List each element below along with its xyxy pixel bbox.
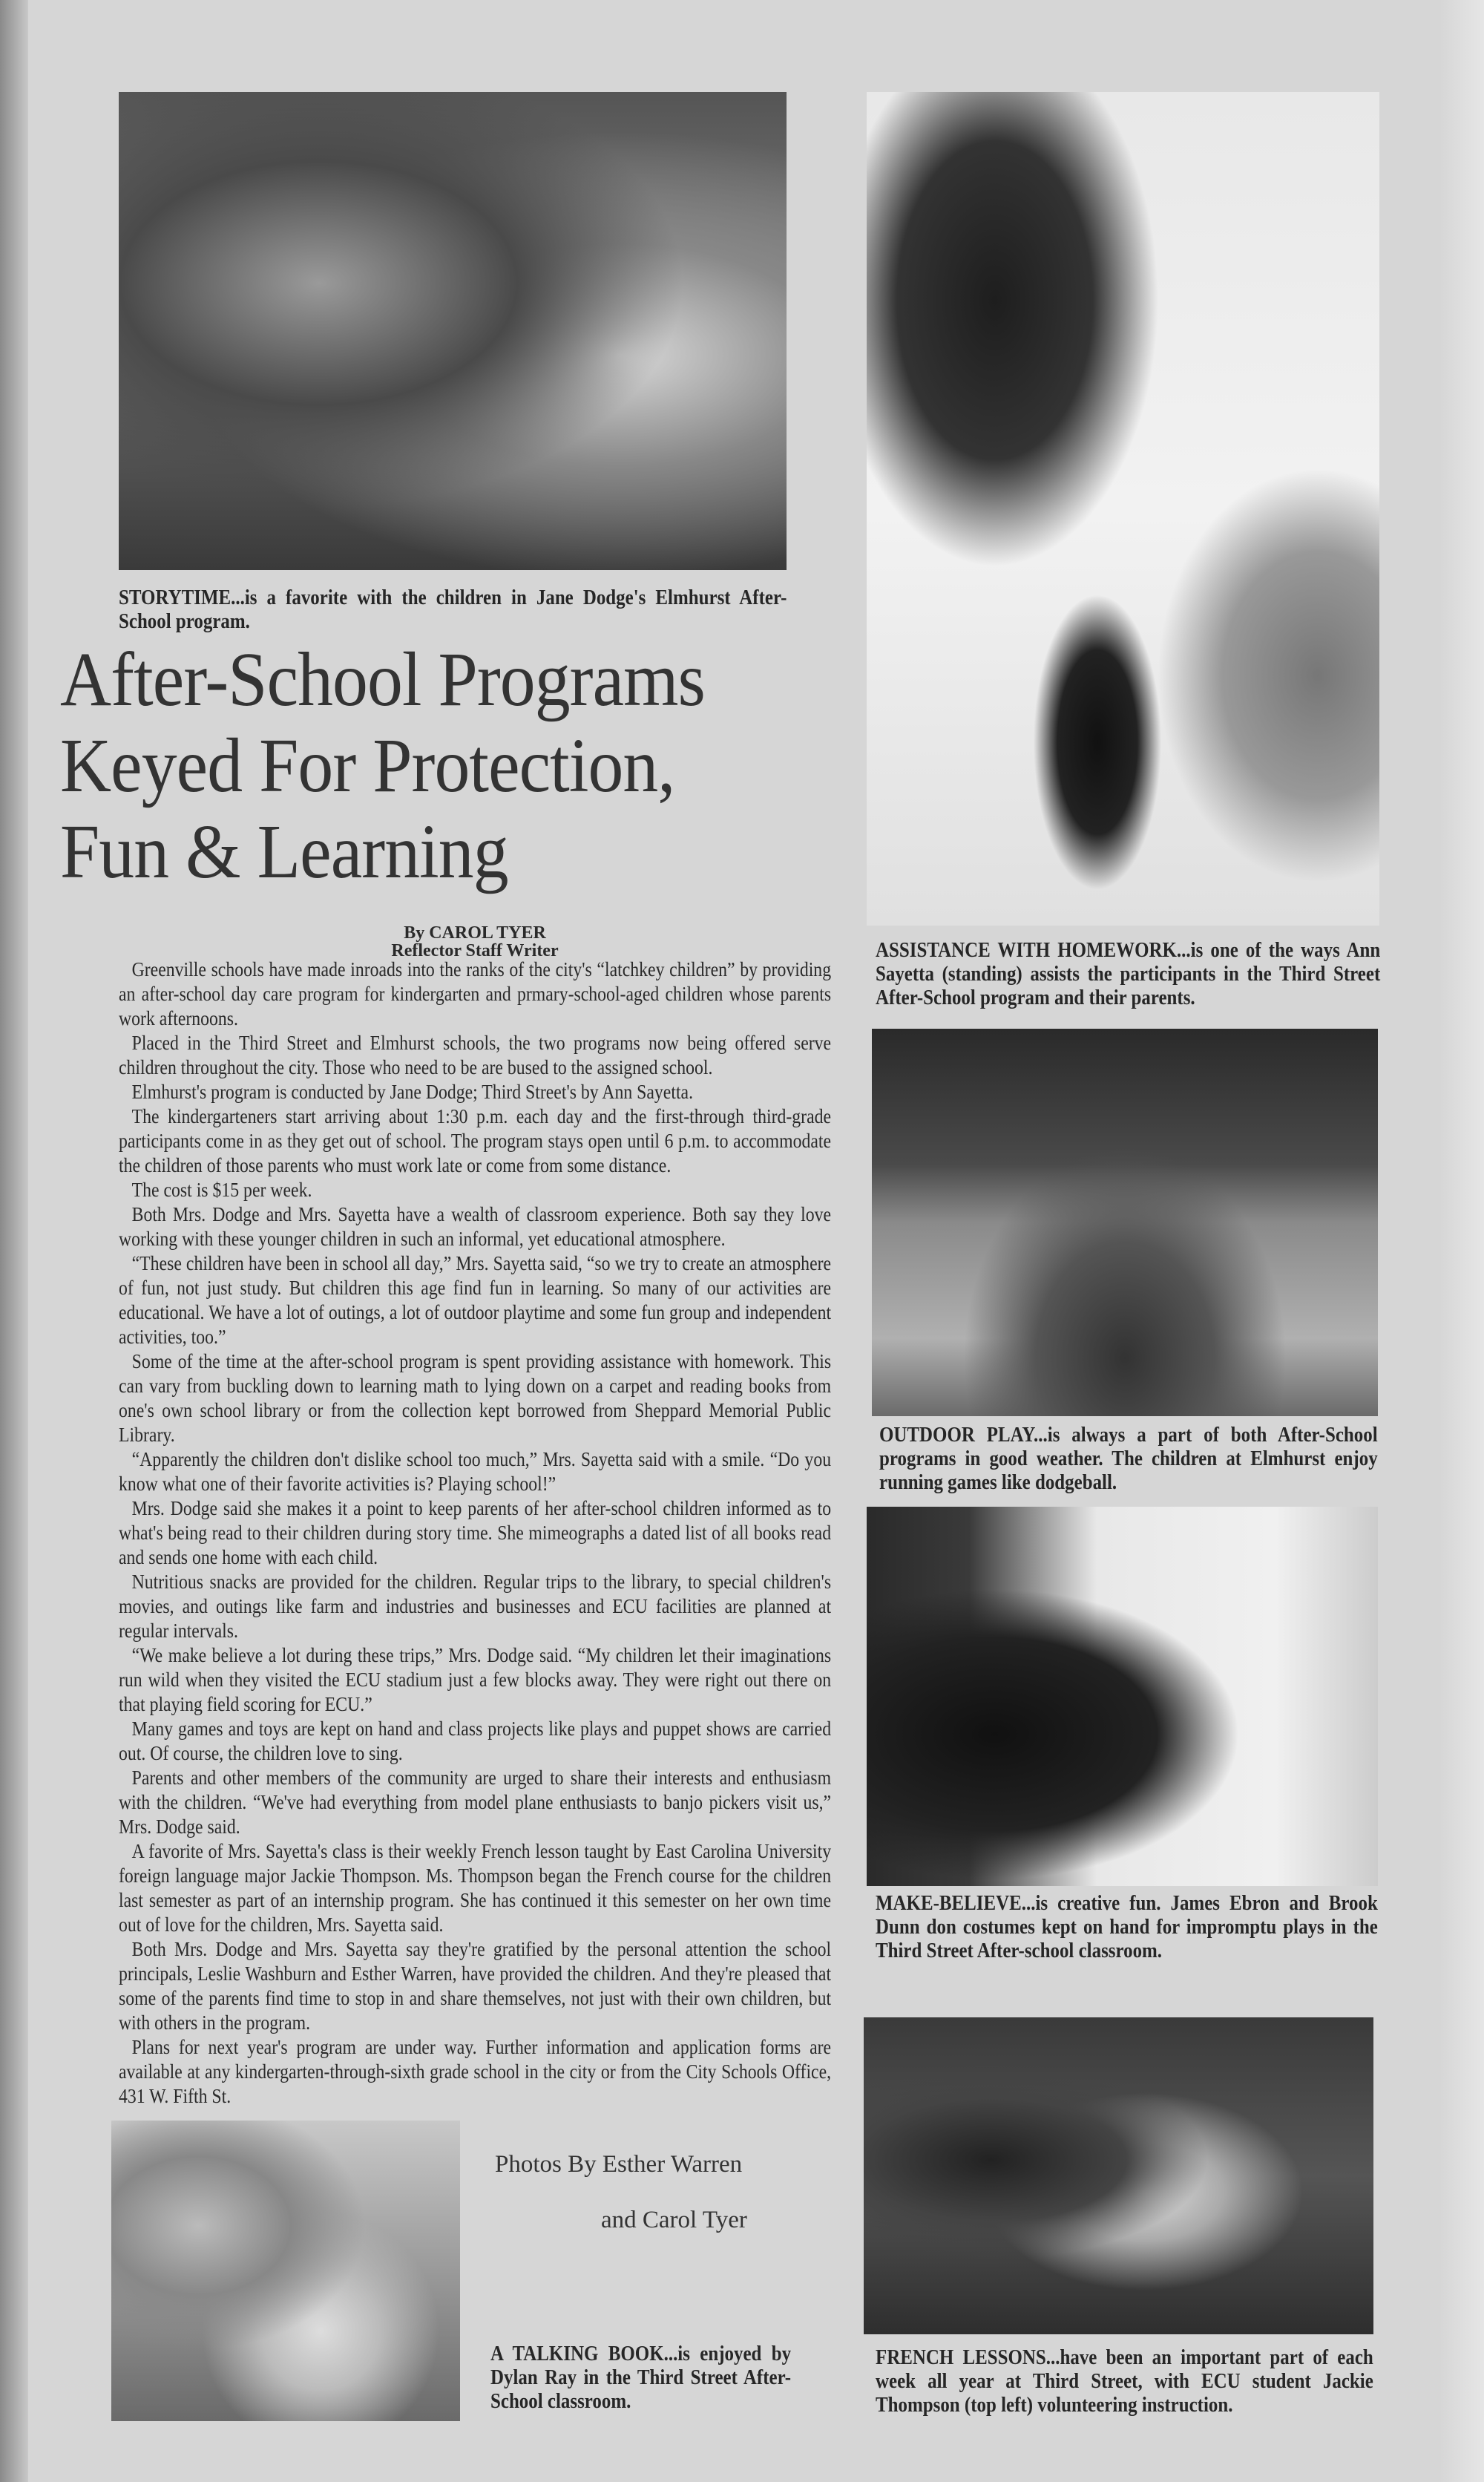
article-paragraph: Mrs. Dodge said she makes it a point to keep parents of her after-school children informed as to what's being read to their children during story time. She mimeographs a dated list of all books read and sends one home with each child. (119, 1497, 832, 1568)
make-believe-photo (867, 1507, 1378, 1886)
outdoor-play-photo (872, 1029, 1378, 1416)
byline-author: By CAROL TYER (404, 923, 546, 943)
homework-photo (867, 92, 1379, 926)
byline (119, 924, 831, 960)
article-paragraph: Placed in the Third Street and Elmhurst schools, the two programs now being offered serve children throughout the city. Those who need to be are bused to the assigned school. (119, 1032, 832, 1078)
byline-role: Reflector Staff Writer (391, 941, 559, 960)
talking-book-caption: A TALKING BOOK...is enjoyed by Dylan Ray in the Third Street After-School classroom. (490, 2342, 792, 2413)
article-paragraph: Many games and toys are kept on hand and class projects like plays and puppet shows are carried out. Of course, the children love to sing. (119, 1718, 832, 1764)
french-lessons-photo (864, 2017, 1373, 2334)
headline (60, 637, 784, 895)
article-paragraph: Both Mrs. Dodge and Mrs. Sayetta say they're gratified by the personal attention the school principals, Leslie Washburn and Esther Warren, have provided the children. And they're pleased that some of the parents find time to stop in and share themselves, not just with their own children, but with others in the program. (119, 1938, 832, 2034)
scan-left-edge (0, 0, 28, 2482)
photo-credit-line-2: and Carol Tyer (601, 2207, 747, 2233)
scan-right-edge (1439, 0, 1484, 2482)
french-lessons-caption: FRENCH LESSONS...have been an important part of each week all year at Third Street, with ECU student Jackie Thompson (top left) volunteering instruction. (876, 2345, 1373, 2417)
article-paragraph: The kindergarteners start arriving about 1:30 p.m. each day and the first-through third-grade participants come in as they get out of school. The program stays open until 6 p.m. to accommodate the children of those parents who must work late or come from some distance. (119, 1105, 832, 1176)
storytime-caption: STORYTIME...is a favorite with the children in Jane Dodge's Elmhurst After-School program. (119, 586, 787, 633)
article-paragraph: “Apparently the children don't dislike school too much,” Mrs. Sayetta said with a smile. “Do you know what one of their favorite activities is? Playing school!” (119, 1448, 832, 1495)
article-paragraph: A favorite of Mrs. Sayetta's class is their weekly French lesson taught by East Carolina University foreign language major Jackie Thompson. Ms. Thompson began the French course for the children last semester as part of an internship program. She has continued it this semester on her own time out of love for the children, Mrs. Sayetta said. (119, 1840, 832, 1936)
headline-line-2: Keyed For Protection, (60, 723, 675, 808)
article-body (119, 957, 831, 2109)
article-paragraph: Both Mrs. Dodge and Mrs. Sayetta have a wealth of classroom experience. Both say they love working with these younger children in such an informal, yet educational atmosphere. (119, 1203, 832, 1250)
article-paragraph: Some of the time at the after-school program is spent providing assistance with homework. This can vary from buckling down to learning math to lying down on a carpet and reading books from one's own school library or from the collection kept borrowed from Sheppard Memorial Public Library. (119, 1350, 832, 1446)
storytime-photo (119, 92, 787, 570)
article-paragraph: Nutritious snacks are provided for the children. Regular trips to the library, to special children's movies, and outings like farm and industries and businesses and ECU facilities are planned at regular intervals. (119, 1571, 832, 1642)
article-paragraph: Plans for next year's program are under way. Further information and application forms are available at any kindergarten-through-sixth grade school in the city or from the City Schools Office, 431 W. Fifth St. (119, 2036, 832, 2107)
talking-book-photo (111, 2121, 460, 2421)
make-believe-caption: MAKE-BELIEVE...is creative fun. James Ebron and Brook Dunn don costumes kept on hand for impromptu plays in the Third Street After-school classroom. (876, 1891, 1378, 1962)
outdoor-play-caption: OUTDOOR PLAY...is always a part of both After-School programs in good weather. The children at Elmhurst enjoy running games like dodgeball. (879, 1423, 1378, 1494)
photo-credit-line-1: Photos By Esther Warren (495, 2151, 743, 2178)
article-paragraph: Elmhurst's program is conducted by Jane Dodge; Third Street's by Ann Sayetta. (131, 1081, 694, 1103)
article-paragraph: Greenville schools have made inroads into the ranks of the city's “latchkey children” by providing an after-school day care program for kindergarten and prmary-school-aged children whose parents work afternoons. (119, 958, 832, 1029)
article-paragraph: The cost is $15 per week. (131, 1179, 312, 1201)
headline-line-1: After-School Programs (60, 637, 705, 722)
article-paragraph: Parents and other members of the community are urged to share their interests and enthusiasm with the children. “We've had everything from model plane enthusiasts to banjo pickers visit us,” Mrs. Dodge said. (119, 1766, 832, 1838)
homework-caption: ASSISTANCE WITH HOMEWORK...is one of the ways Ann Sayetta (standing) assists the participants in the Third Street After-School program and their parents. (876, 938, 1381, 1009)
article-paragraph: “We make believe a lot during these trips,” Mrs. Dodge said. “My children let their imaginations run wild when they visited the ECU stadium just a few blocks away. They were right out there on that playing field scoring for ECU.” (119, 1644, 832, 1715)
article-paragraph: “These children have been in school all day,” Mrs. Sayetta said, “so we try to create an atmosphere of fun, not just study. But children this age find fun in learning. So many of our activities are educational. We have a lot of outings, a lot of outdoor playtime and some fun group and independent activities, too.” (119, 1252, 832, 1348)
headline-line-3: Fun & Learning (60, 809, 508, 894)
